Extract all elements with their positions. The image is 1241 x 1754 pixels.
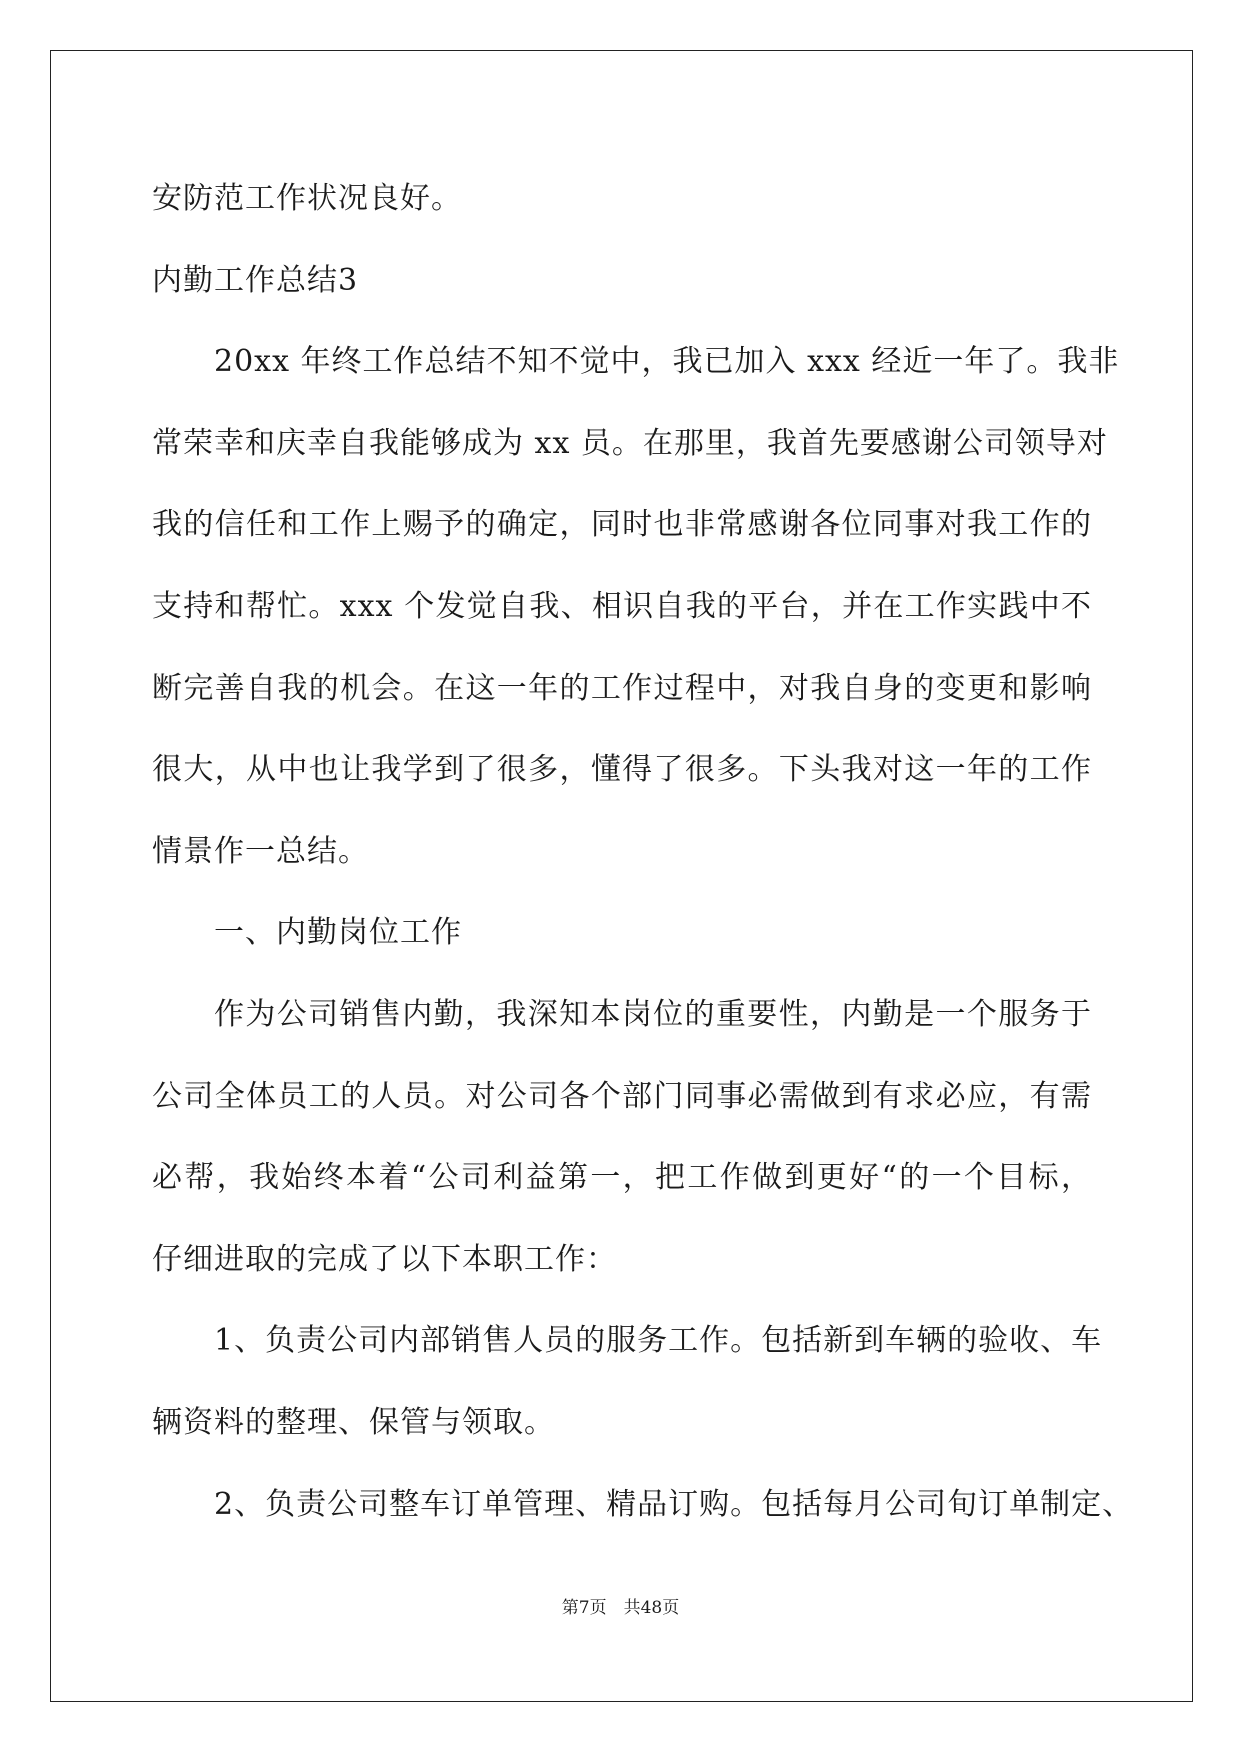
paragraph-line: 20xx 年终工作总结不知不觉中，我已加入 xxx 经近一年了。我非 [214,344,1120,380]
paragraph-line: 很大，从中也让我学到了很多，懂得了很多。下头我对这一年的工作 [152,752,1092,788]
paragraph-line: 常荣幸和庆幸自我能够成为 xx 员。在那里，我首先要感谢公司领导对 [152,425,1108,461]
page-footer [0,1593,1241,1618]
paragraph-line: 公司全体员工的人员。对公司各个部门同事必需做到有求必应，有需 [152,1078,1092,1114]
subsection-heading: 一、内勤岗位工作 [214,915,462,951]
paragraph-line: 断完善自我的机会。在这一年的工作过程中，对我自身的变更和影响 [152,670,1092,706]
paragraph-line: 辆资料的整理、保管与领取。 [152,1404,555,1440]
page-number: 第7页 共48页 [561,1598,680,1618]
section-heading: 内勤工作总结3 [152,262,359,298]
paragraph-line: 2、负责公司整车订单管理、精品订购。包括每月公司旬订单制定、 [214,1486,1134,1522]
paragraph-line: 必帮，我始终本着“公司利益第一，把工作做到更好“的一个目标， [152,1160,1092,1196]
paragraph-line: 1、负责公司内部销售人员的服务工作。包括新到车辆的验收、车 [214,1323,1103,1359]
paragraph-line: 情景作一总结。 [152,833,369,869]
paragraph-line: 安防范工作状况良好。 [152,181,462,216]
paragraph-line: 作为公司销售内勤，我深知本岗位的重要性，内勤是一个服务于 [214,996,1092,1032]
paragraph-line: 支持和帮忙。xxx 个发觉自我、相识自我的平台，并在工作实践中不 [152,588,1092,624]
paragraph-line: 仔细进取的完成了以下本职工作： [152,1241,617,1277]
paragraph-line: 我的信任和工作上赐予的确定，同时也非常感谢各位同事对我工作的 [152,507,1092,543]
document-body [152,158,1134,1545]
